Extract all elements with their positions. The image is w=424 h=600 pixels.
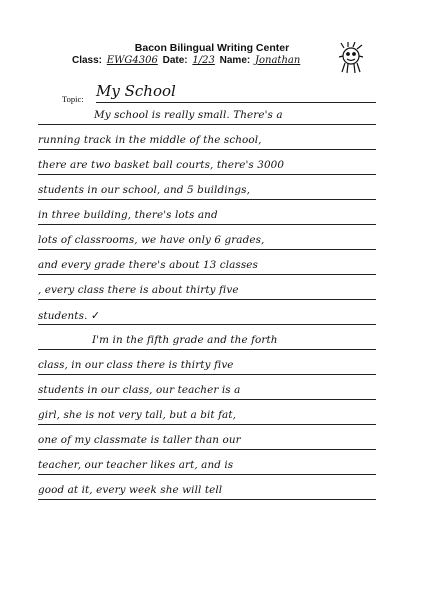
handwritten-line-13: girl, she is not very tall, but a bit fat, [38, 409, 237, 421]
handwritten-line-15: teacher, our teacher likes art, and is [38, 459, 234, 471]
ruled-line [38, 499, 376, 500]
ruled-line [38, 299, 376, 300]
handwritten-line-9-text: students. [38, 310, 88, 322]
handwritten-line-5: in three building, there's lots and [38, 209, 218, 221]
ruled-line [38, 249, 376, 250]
topic-rule [96, 102, 376, 103]
mascot-logo-icon [336, 42, 366, 74]
handwritten-line-4: students in our school, and 5 buildings, [38, 184, 251, 196]
ruled-line [38, 199, 376, 200]
ruled-line [38, 149, 376, 150]
handwritten-line-1: My school is really small. There's a [94, 109, 283, 121]
ruled-line [38, 349, 376, 350]
handwritten-line-8: , every class there is about thirty five [38, 284, 239, 296]
class-value: EWG4306 [106, 55, 158, 66]
name-label: Name: [219, 55, 251, 66]
handwritten-line-6: lots of classrooms, we have only 6 grades, [38, 234, 265, 246]
handwritten-line-11: class, in our class there is thirty five [38, 359, 234, 371]
ruled-line [38, 399, 376, 400]
checkmark-icon: ✓ [90, 309, 101, 322]
handwritten-line-9 [38, 309, 378, 322]
ruled-line [38, 124, 376, 125]
class-info-line [72, 55, 302, 66]
ruled-line [38, 424, 376, 425]
ruled-line [38, 474, 376, 475]
ruled-line [38, 174, 376, 175]
handwritten-line-7: and every grade there's about 13 classes [38, 259, 258, 271]
class-label: Class: [72, 55, 103, 66]
ruled-line [38, 449, 376, 450]
handwritten-line-10: I'm in the fifth grade and the forth [92, 334, 278, 346]
handwritten-line-2: running track in the middle of the school, [38, 134, 262, 146]
ruled-line [38, 274, 376, 275]
topic-value: My School [96, 82, 176, 100]
name-value: Jonathan [255, 55, 301, 66]
handwritten-line-16: good at it, every week she will tell [38, 484, 223, 496]
handwritten-line-14: one of my classmate is taller than our [38, 434, 241, 446]
handwritten-line-3: there are two basket ball courts, there's 3000 [38, 159, 285, 171]
writing-center-title: Bacon Bilingual Writing Center [134, 42, 290, 54]
handwritten-line-12: students in our class, our teacher is a [38, 384, 241, 396]
ruled-line [38, 224, 376, 225]
ruled-line [38, 374, 376, 375]
ruled-line [38, 324, 376, 325]
date-value: 1/23 [192, 55, 215, 66]
date-label: Date: [162, 55, 188, 66]
topic-label: Topic: [62, 94, 84, 104]
